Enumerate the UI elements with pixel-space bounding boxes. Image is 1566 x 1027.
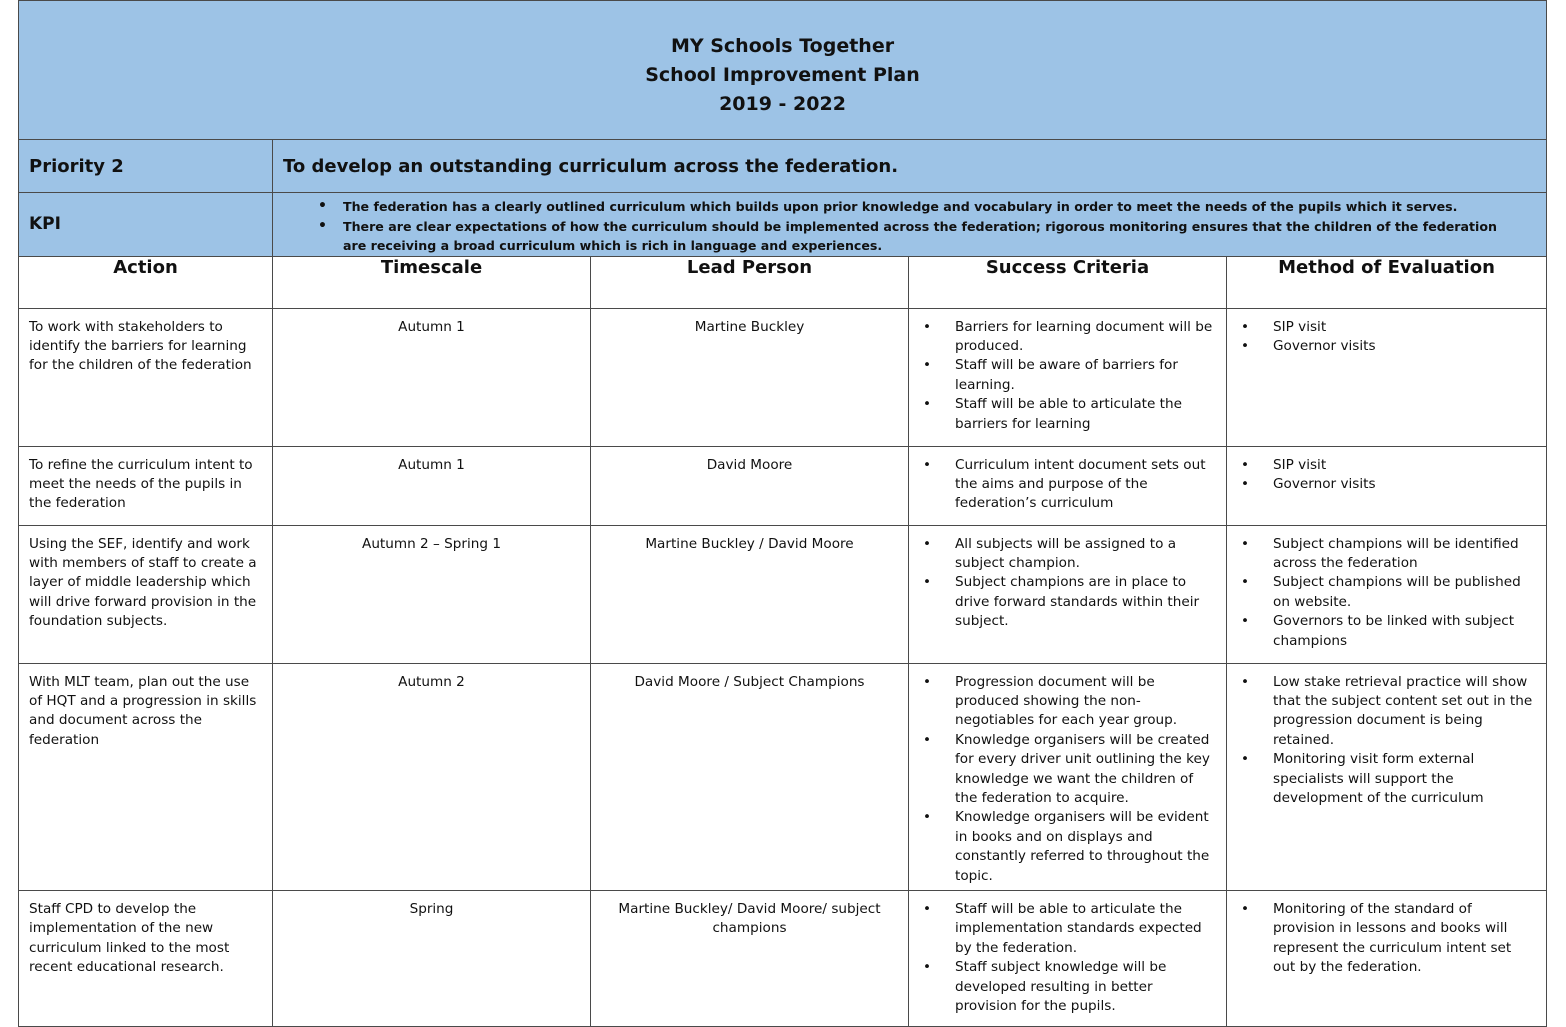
priority-text: To develop an outstanding curriculum across the federation.	[273, 140, 1547, 193]
lead-person-cell: David Moore	[591, 446, 909, 525]
list-item: • Subject champions will be published on website.	[1237, 573, 1536, 612]
list-item: • Curriculum intent document sets out the aims and purpose of the federation’s curriculum	[919, 456, 1216, 514]
priority-row	[19, 140, 1547, 193]
evaluation-list	[1237, 318, 1536, 357]
lead-person-cell: Martine Buckley	[591, 308, 909, 446]
evaluation-cell	[1227, 308, 1547, 446]
table-row	[19, 525, 1547, 663]
success-criteria-cell	[909, 308, 1227, 446]
action-cell: With MLT team, plan out the use of HQT and a progression in skills and document across the federation	[19, 663, 273, 890]
column-header-row	[19, 256, 1547, 308]
list-item: • Governors to be linked with subject champions	[1237, 612, 1536, 651]
success-criteria-list	[919, 318, 1216, 434]
list-item: • Knowledge organisers will be created for every driver unit outlining the key knowledge we want the children of the federation to acquire.	[919, 731, 1216, 809]
list-item: • All subjects will be assigned to a subject champion.	[919, 535, 1216, 574]
success-criteria-cell	[909, 525, 1227, 663]
list-item: • Staff will be aware of barriers for learning.	[919, 356, 1216, 395]
success-criteria-cell	[909, 663, 1227, 890]
kpi-label: KPI	[19, 193, 273, 257]
column-header-success-criteria: Success Criteria	[909, 256, 1227, 308]
kpi-item: • The federation has a clearly outlined curriculum which builds upon prior knowledge and vocabulary in order to meet the needs of the pupils which it serves.	[273, 197, 1516, 217]
list-item: • Progression document will be produced showing the non-negotiables for each year group.	[919, 673, 1216, 731]
list-item: • SIP visit	[1237, 456, 1536, 475]
list-item: • Governor visits	[1237, 475, 1536, 494]
success-criteria-list	[919, 535, 1216, 632]
kpi-item: • There are clear expectations of how the curriculum should be implemented across the federation; rigorous monitoring ensures that the children of the federation are receiving a broad curriculum which is rich in language and experiences.	[273, 217, 1516, 256]
list-item: • Subject champions will be identified across the federation	[1237, 535, 1536, 574]
column-header-method-of-evaluation: Method of Evaluation	[1227, 256, 1547, 308]
evaluation-cell	[1227, 890, 1547, 1026]
list-item: • Monitoring of the standard of provision in lessons and books will represent the curriculum intent set out by the federation.	[1237, 900, 1536, 978]
plan-years: 2019 - 2022	[719, 92, 846, 115]
table-row	[19, 308, 1547, 446]
list-item: • SIP visit	[1237, 318, 1536, 337]
list-item: • Low stake retrieval practice will show that the subject content set out in the progression document is being retained.	[1237, 673, 1536, 751]
title-cell	[19, 1, 1547, 140]
evaluation-list	[1237, 456, 1536, 495]
evaluation-list	[1237, 673, 1536, 809]
timescale-cell: Autumn 2 – Spring 1	[273, 525, 591, 663]
success-criteria-list	[919, 673, 1216, 886]
timescale-cell: Autumn 1	[273, 308, 591, 446]
list-item: • Governor visits	[1237, 337, 1536, 356]
evaluation-list	[1237, 535, 1536, 651]
timescale-cell: Autumn 1	[273, 446, 591, 525]
list-item: • Knowledge organisers will be evident in books and on displays and constantly referred to throughout the topic.	[919, 808, 1216, 886]
plan-title: School Improvement Plan	[645, 63, 920, 86]
table-row	[19, 890, 1547, 1026]
success-criteria-list	[919, 456, 1216, 514]
list-item: • Barriers for learning document will be produced.	[919, 318, 1216, 357]
improvement-plan-table	[18, 0, 1547, 1027]
action-cell: To work with stakeholders to identify the barriers for learning for the children of the federation	[19, 308, 273, 446]
evaluation-cell	[1227, 663, 1547, 890]
list-item: • Staff will be able to articulate the barriers for learning	[919, 395, 1216, 434]
title-row	[19, 1, 1547, 140]
list-item: • Staff subject knowledge will be developed resulting in better provision for the pupils.	[919, 958, 1216, 1016]
table-row	[19, 446, 1547, 525]
lead-person-cell: Martine Buckley/ David Moore/ subject champions	[591, 890, 909, 1026]
evaluation-list	[1237, 900, 1536, 978]
action-cell: To refine the curriculum intent to meet the needs of the pupils in the federation	[19, 446, 273, 525]
action-cell: Staff CPD to develop the implementation of the new curriculum linked to the most recent educational research.	[19, 890, 273, 1026]
list-item: • Staff will be able to articulate the implementation standards expected by the federation.	[919, 900, 1216, 958]
kpi-list	[273, 193, 1546, 256]
success-criteria-list	[919, 900, 1216, 1016]
list-item: • Subject champions are in place to drive forward standards within their subject.	[919, 573, 1216, 631]
priority-label: Priority 2	[19, 140, 273, 193]
school-name: MY Schools Together	[670, 34, 895, 57]
lead-person-cell: Martine Buckley / David Moore	[591, 525, 909, 663]
column-header-action: Action	[19, 256, 273, 308]
success-criteria-cell	[909, 890, 1227, 1026]
kpi-content	[273, 193, 1547, 257]
timescale-cell: Spring	[273, 890, 591, 1026]
timescale-cell: Autumn 2	[273, 663, 591, 890]
kpi-row	[19, 193, 1547, 257]
success-criteria-cell	[909, 446, 1227, 525]
list-item: • Monitoring visit form external specialists will support the development of the curriculum	[1237, 750, 1536, 808]
column-header-timescale: Timescale	[273, 256, 591, 308]
evaluation-cell	[1227, 446, 1547, 525]
lead-person-cell: David Moore / Subject Champions	[591, 663, 909, 890]
action-cell: Using the SEF, identify and work with members of staff to create a layer of middle leadership which will drive forward provision in the foundation subjects.	[19, 525, 273, 663]
table-row	[19, 663, 1547, 890]
evaluation-cell	[1227, 525, 1547, 663]
column-header-lead-person: Lead Person	[591, 256, 909, 308]
